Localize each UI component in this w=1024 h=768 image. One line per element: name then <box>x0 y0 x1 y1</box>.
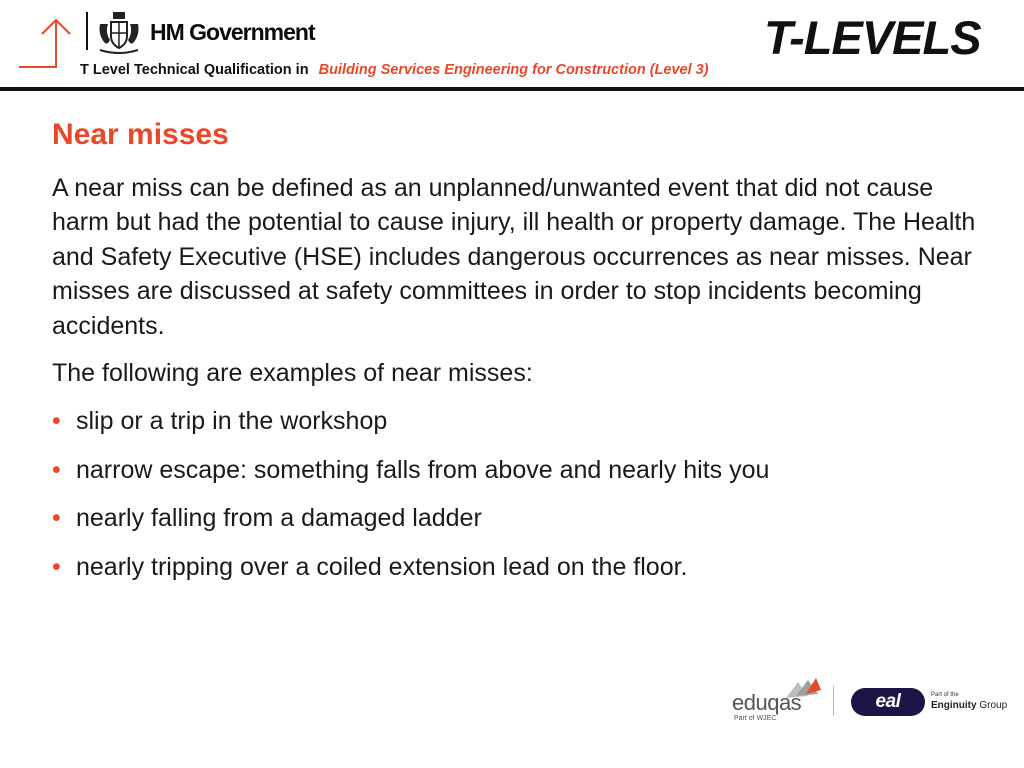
list-item <box>52 453 992 502</box>
up-arrow-logo-icon <box>16 14 78 72</box>
header-rule <box>0 87 1024 91</box>
enginuity-part-of: Part of the <box>931 692 959 698</box>
bullet-icon: • <box>52 504 61 532</box>
list-item-text: slip or a trip in the workshop <box>76 407 388 435</box>
eduqas-subtitle: Part of WJEC <box>734 715 777 722</box>
list-item <box>52 404 992 453</box>
enginuity-group-logo <box>931 700 1007 711</box>
footer-divider <box>833 686 834 716</box>
definition-paragraph: A near miss can be defined as an unplanned/unwanted event that did not cause harm but had the potential to cause injury, ill health or property damage. The Health and Safety Executive (HSE) includes dangerous occurrences as near misses. Near misses are discussed at safety committees in order to stop incidents becoming accidents. <box>52 174 976 340</box>
examples-list <box>52 404 992 598</box>
eduqas-wordmark: eduqas <box>732 690 802 715</box>
royal-coat-of-arms-icon <box>96 10 142 54</box>
bullet-icon: • <box>52 455 61 484</box>
qualification-line <box>80 62 709 78</box>
list-item <box>52 501 992 550</box>
list-item <box>52 550 992 599</box>
eal-logo: eal <box>851 688 925 716</box>
qualification-subject: Building Services Engineering for Construction (Level 3) <box>318 62 709 78</box>
enginuity-name: Enginuity <box>931 700 977 711</box>
eduqas-logo <box>732 676 822 724</box>
slide-title: Near misses <box>52 118 229 151</box>
gov-divider <box>86 12 88 50</box>
bullet-icon: • <box>52 552 61 581</box>
t-levels-logo: T-LEVELS <box>764 11 981 64</box>
hm-government-wordmark: HM Government <box>150 19 315 45</box>
list-item-text: nearly tripping over a coiled extension lead on the floor. <box>76 552 688 581</box>
examples-intro: The following are examples of near misses: <box>52 359 533 387</box>
list-item-text: narrow escape: something falls from above and nearly hits you <box>76 455 770 484</box>
slide-header <box>0 0 1024 92</box>
bullet-icon: • <box>52 407 61 435</box>
qualification-prefix: T Level Technical Qualification in <box>80 62 309 78</box>
list-item-text: nearly falling from a damaged ladder <box>76 504 482 532</box>
enginuity-group: Group <box>979 700 1008 711</box>
